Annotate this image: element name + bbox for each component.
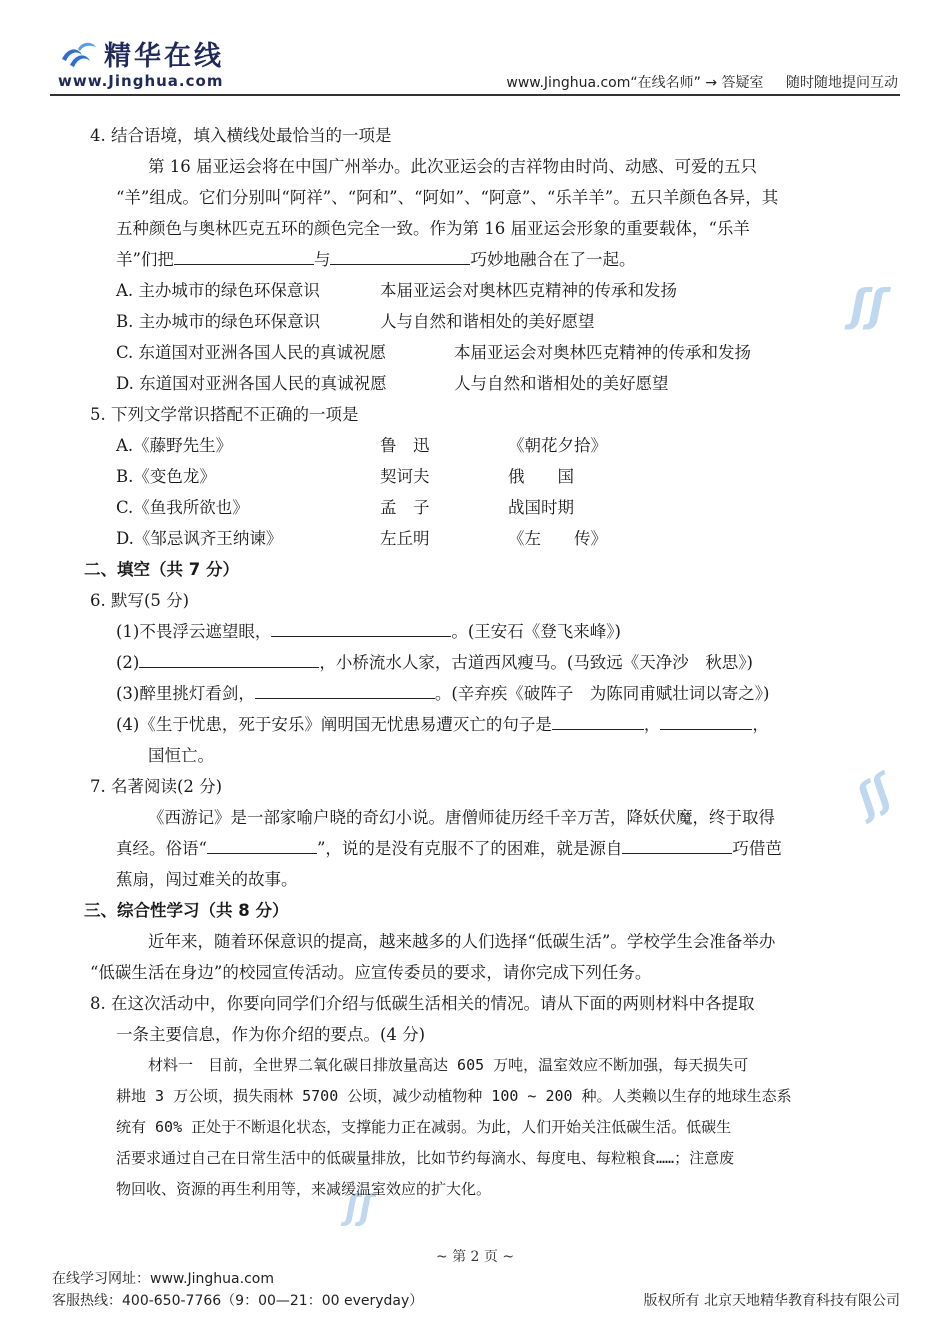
q6-item-2 bbox=[90, 647, 835, 678]
q7-para-line bbox=[90, 833, 835, 864]
header-url[interactable]: www.Jinghua.com bbox=[506, 75, 631, 91]
work-title: C.《鱼我所欲也》 bbox=[116, 498, 249, 517]
material-1-line: 材料一 目前，全世界二氧化碳日排放量高达 605 万吨，温室效应不断加强，每天损失可 bbox=[148, 1056, 749, 1074]
q7-stem: 7. 名著阅读(2 分) bbox=[90, 777, 223, 796]
q6-stem: 6. 默写(5 分) bbox=[90, 591, 190, 610]
q5-stem: 5. 下列文学常识搭配不正确的一项是 bbox=[90, 405, 359, 424]
q4-para-line: 五种颜色与奥林匹克五环的颜色完全一致。作为第 16 届亚运会形象的重要载体，“乐羊 bbox=[116, 219, 750, 238]
q5-option-c[interactable] bbox=[90, 492, 835, 523]
work-title: B.《变色龙》 bbox=[116, 467, 216, 486]
q6-item-4 bbox=[90, 709, 835, 740]
q7-para-line: 蕉扇，闯过难关的故事。 bbox=[116, 870, 298, 889]
q6-item-4-cont: 国恒亡。 bbox=[148, 746, 214, 765]
work-title: D.《邹忌讽齐王纳谏》 bbox=[116, 529, 283, 548]
option-text: 本届亚运会对奥林匹克精神的传承和发扬 bbox=[454, 343, 751, 362]
logo-wave-icon bbox=[58, 37, 98, 71]
work-title: A.《藤野先生》 bbox=[116, 436, 233, 455]
q6-text: ， bbox=[752, 715, 769, 734]
section-2-title: 二、填空（共 7 分） bbox=[84, 560, 239, 579]
logo-text: 精华在线 bbox=[104, 41, 224, 72]
option-text: 人与自然和谐相处的美好愿望 bbox=[454, 374, 669, 393]
answer-blank[interactable] bbox=[622, 835, 732, 854]
q4-option-c[interactable] bbox=[90, 337, 835, 368]
answer-blank[interactable] bbox=[271, 618, 451, 637]
q5-option-b[interactable] bbox=[90, 461, 835, 492]
header-slogan bbox=[506, 72, 898, 92]
author: 孟 子 bbox=[380, 498, 430, 517]
material-1-line: 物回收、资源的再生利用等，来减缓温室效应的扩大化。 bbox=[116, 1180, 492, 1198]
q7-text: 巧借芭 bbox=[732, 839, 782, 858]
q6-item-3 bbox=[90, 678, 835, 709]
q4-para-line bbox=[90, 244, 835, 275]
q5-option-d[interactable] bbox=[90, 523, 835, 554]
author: 鲁 迅 bbox=[380, 436, 430, 455]
watermark-logo-icon: ʃʃ bbox=[850, 280, 887, 331]
q4-option-b[interactable] bbox=[90, 306, 835, 337]
page-footer bbox=[52, 1268, 900, 1312]
answer-blank[interactable] bbox=[174, 246, 314, 265]
exam-content bbox=[84, 120, 835, 1205]
q4-para-line: “羊”组成。它们分别叫“阿祥”、“阿和”、“阿如”、“阿意”、“乐羊羊”。五只羊颜色各异，其 bbox=[116, 188, 779, 207]
section-3-title: 三、综合性学习（共 8 分） bbox=[84, 901, 289, 920]
answer-blank[interactable] bbox=[660, 711, 752, 730]
footer-hotline: 客服热线：400-650-7766（9：00—21：00 everyday） bbox=[52, 1293, 424, 1309]
footer-site-label: 在线学习网址： bbox=[52, 1271, 150, 1287]
q6-text: (4)《生于忧患，死于安乐》阐明国无忧患易遭灭亡的句子是 bbox=[116, 715, 552, 734]
page-header bbox=[50, 28, 900, 96]
answer-blank[interactable] bbox=[255, 680, 435, 699]
q7-text: 真经。俗语“ bbox=[116, 839, 207, 858]
page-number: ~ 第 2 页 ~ bbox=[435, 1249, 515, 1265]
q6-text: (1)不畏浮云遮望眼， bbox=[116, 622, 272, 641]
q4-para-line: 第 16 届亚运会将在中国广州举办。此次亚运会的吉祥物由时尚、动感、可爱的五只 bbox=[148, 157, 757, 176]
sec3-intro-line: “低碳生活在身边”的校园宣传活动。应宣传委员的要求，请你完成下列任务。 bbox=[90, 963, 652, 982]
header-room: 答疑室 bbox=[721, 75, 764, 91]
q6-text: ，小桥流水人家，古道西风瘦马。(马致远《天净沙 秋思》) bbox=[319, 653, 753, 672]
answer-blank[interactable] bbox=[139, 649, 319, 668]
material-1-line: 统有 60% 正处于不断退化状态，支撑能力正在减弱。为此，人们开始关注低碳生活。低碳生 bbox=[116, 1118, 732, 1136]
q6-text: ， bbox=[643, 715, 661, 734]
header-quote: “在线名师” bbox=[630, 75, 701, 91]
source: 《左 传》 bbox=[508, 529, 607, 548]
source: 《朝花夕拾》 bbox=[508, 436, 607, 455]
q6-item-1 bbox=[90, 616, 835, 647]
option-text: C. 东道国对亚洲各国人民的真诚祝愿 bbox=[116, 343, 387, 362]
q8-stem-cont: 一条主要信息，作为你介绍的要点。(4 分) bbox=[116, 1025, 426, 1044]
q4-text: 巧妙地融合在了一起。 bbox=[470, 250, 636, 269]
source: 战国时期 bbox=[508, 498, 574, 517]
answer-blank[interactable] bbox=[552, 711, 644, 730]
option-text: B. 主办城市的绿色环保意识 bbox=[116, 312, 321, 331]
q4-stem: 4. 结合语境，填入横线处最恰当的一项是 bbox=[90, 126, 392, 145]
q4-text: 与 bbox=[313, 250, 331, 269]
arrow-icon: → bbox=[705, 75, 718, 91]
material-1-line: 活要求通过自己在日常生活中的低碳量排放，比如节约每滴水、每度电、每粒粮食……；注意废 bbox=[116, 1149, 735, 1167]
q4-text: 羊”们把 bbox=[116, 250, 174, 269]
q5-option-a[interactable] bbox=[90, 430, 835, 461]
option-text: A. 主办城市的绿色环保意识 bbox=[116, 281, 320, 300]
source: 俄 国 bbox=[508, 467, 574, 486]
answer-blank[interactable] bbox=[207, 835, 317, 854]
footer-site-url[interactable]: www.Jinghua.com bbox=[150, 1271, 274, 1287]
watermark-logo-icon: ʃʃ bbox=[345, 1188, 374, 1228]
header-divider bbox=[50, 94, 900, 96]
sec3-intro-line: 近年来，随着环保意识的提高，越来越多的人们选择“低碳生活”。学校学生会准备举办 bbox=[148, 932, 776, 951]
q7-text: ”，说的是没有克服不了的困难，就是源自 bbox=[316, 839, 623, 858]
q6-text: (2) bbox=[116, 653, 140, 672]
material-1-line: 耕地 3 万公顷，损失雨林 5700 公顷，减少动植物种 100 ~ 200 种。人类赖以生存的地球生态系 bbox=[116, 1087, 792, 1105]
header-tagline: 随时随地提问互动 bbox=[786, 75, 898, 91]
author: 左丘明 bbox=[380, 529, 430, 548]
q4-option-d[interactable] bbox=[90, 368, 835, 399]
q8-stem: 8. 在这次活动中，你要向同学们介绍与低碳生活相关的情况。请从下面的两则材料中各提取 bbox=[90, 994, 755, 1013]
logo bbox=[58, 34, 224, 73]
option-text: 人与自然和谐相处的美好愿望 bbox=[380, 312, 595, 331]
author: 契诃夫 bbox=[380, 467, 430, 486]
q7-para-line: 《西游记》是一部家喻户晓的奇幻小说。唐僧师徒历经千辛万苦，降妖伏魔，终于取得 bbox=[148, 808, 775, 827]
option-text: D. 东道国对亚洲各国人民的真诚祝愿 bbox=[116, 374, 387, 393]
q6-text: 。(王安石《登飞来峰》) bbox=[451, 622, 621, 641]
q6-text: (3)醉里挑灯看剑， bbox=[116, 684, 255, 703]
q6-text: 。(辛弃疾《破阵子 为陈同甫赋壮词以寄之》) bbox=[434, 684, 770, 703]
logo-url[interactable]: www.Jinghua.com bbox=[58, 72, 224, 90]
answer-blank[interactable] bbox=[330, 246, 470, 265]
q4-option-a[interactable] bbox=[90, 275, 835, 306]
option-text: 本届亚运会对奥林匹克精神的传承和发扬 bbox=[380, 281, 677, 300]
watermark-logo-icon: ʃʃ bbox=[848, 766, 901, 824]
footer-copyright: 版权所有 北京天地精华教育科技有限公司 bbox=[643, 1293, 900, 1309]
footer-site bbox=[52, 1268, 900, 1290]
